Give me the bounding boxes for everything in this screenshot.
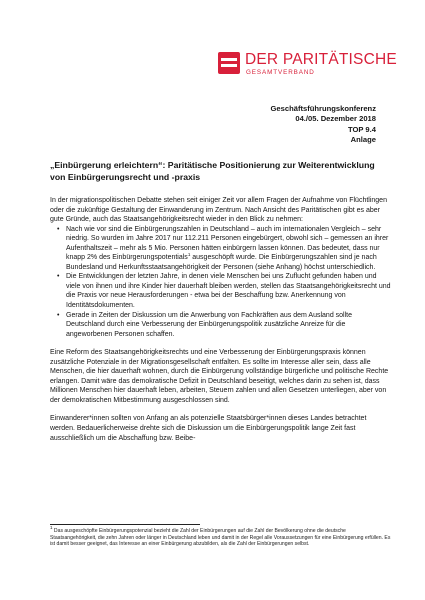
immigrants-paragraph: Einwanderer*innen sollten von Anfang an als potenzielle Staatsbürger*innen dieses Landes betrachtet werden. Bedauerlicherweise drehte sich die Diskussion um die Einbürgerungspolitik lange Zeit fast ausschließlich um die Abschaffung bzw. Beibe- <box>50 415 367 442</box>
meeting-info <box>271 104 377 145</box>
bullet-item-recent-developments: • Die Entwicklungen der letzten Jahre, in denen viele Menschen bei uns Zuflucht gefunden haben und viele von ihnen und ihre Kinder hier dauerhaft bleiben werden, stellen das Staatsangehörigkeitsrecht und die Praxis vor neue Herausforderungen - etwa bei der Beschaffung bzw. Anerkennung von Identitätsdokumenten. <box>66 272 392 310</box>
logo-name: DER PARITÄTISCHE <box>245 51 397 68</box>
logo-subtitle: GESAMTVERBAND <box>246 69 315 76</box>
document-body <box>50 196 392 443</box>
paritaetische-logo-mark <box>218 52 240 74</box>
bullet-text-part: Nach wie vor sind die Einbürgerungszahlen in Deutschland – auch im internationalen Vergleich – sehr niedrig. So wurden im Jahre 2017 nur 112.211 Personen eingebürgert, obwohl sich – gemessen an ihrer Aufenthaltszeit – mehr als 5 Mio. Personen hätten einbürgern lassen können. Das bedeutet, dass nur knapp 2% des Einbürgerungspotentials <box>66 225 389 262</box>
intro-paragraph: In der migrationspolitischen Debatte stehen seit einiger Zeit vor allem Fragen der Aufnahme von Flüchtlingen oder die zukünftige Gestaltung der Einwanderung im Zentrum. Nach Ansicht des Paritätischen gibt es aber gute Gründe, auch das Staatsangehörigkeitsrecht wieder in den Blick zu nehmen: <box>50 197 387 224</box>
attachment-label: Anlage <box>350 134 376 144</box>
footnote-text: Das ausgeschöpfte Einbürgerungspotenzial bezieht die Zahl der Einbürgerungen auf die Zahl der Bevölkerung ohne die deutsche Staatsangehörigkeit, die zehn Jahren oder länger in Deutschland leben und damit in der Regel alle Voraussetzungen für eine Einbürgerung erfüllen. Es ist damit besser geeignet, das Interesse an einer Einbürgerung abzubilden, als die Zahl der Einbürgerungen selbst. <box>50 528 391 548</box>
bullet-list <box>50 225 392 340</box>
footnote <box>50 525 392 548</box>
footnote-marker: 1 <box>50 525 53 530</box>
document-title: „Einbürgerung erleichtern“: Paritätische Positionierung zur Weiterentwicklung von Einbürgerungsrecht und -praxis <box>50 160 375 182</box>
bullet-text-part: ausgeschöpft wurde. Die Einbürgerungszahlen sind je nach Bundesland und Herkunftsstaatsangehörigkeit der Personen (siehe Anhang) höchst unterschiedlich. <box>66 254 377 271</box>
meeting-date: 04./05. Dezember 2018 <box>295 114 376 124</box>
meeting-name: Geschäftsführungskonferenz <box>270 104 376 113</box>
agenda-item: TOP 9.4 <box>347 124 376 134</box>
reform-paragraph: Eine Reform des Staatsangehörigkeitsrechts und eine Verbesserung der Einbürgerungspraxis können zusätzliche Potenziale in der Migrationsgesellschaft entfalten. Es sollte im Interesse aller sein, dass alle Menschen, die hier dauerhaft wohnen, durch die Einbürgerung vollständige bürgerliche und politische Rechte erlangen. Damit wäre das demokratische Defizit in Deutschland beseitigt, welches darin zu sehen ist, dass Millionen Menschen hier dauerhaft leben, arbeiten, Steuern zahlen und allen Gesetzen unterliegen, aber von der demokratischen Mitbestimmung ausgeschlossen sind. <box>50 349 389 404</box>
bullet-item-naturalization-numbers <box>66 225 392 273</box>
bullet-item-skilled-workers: • Gerade in Zeiten der Diskussion um die Anwerbung von Fachkräften aus dem Ausland sollte Deutschland durch eine Verbesserung der Einbürgerungspolitik zusätzliche Anreize für die angeworbenen Personen schaffen. <box>66 311 392 340</box>
footnote-reference: 1 <box>187 252 191 258</box>
paritaetische-logo <box>218 51 397 82</box>
footnote-divider <box>50 524 200 525</box>
